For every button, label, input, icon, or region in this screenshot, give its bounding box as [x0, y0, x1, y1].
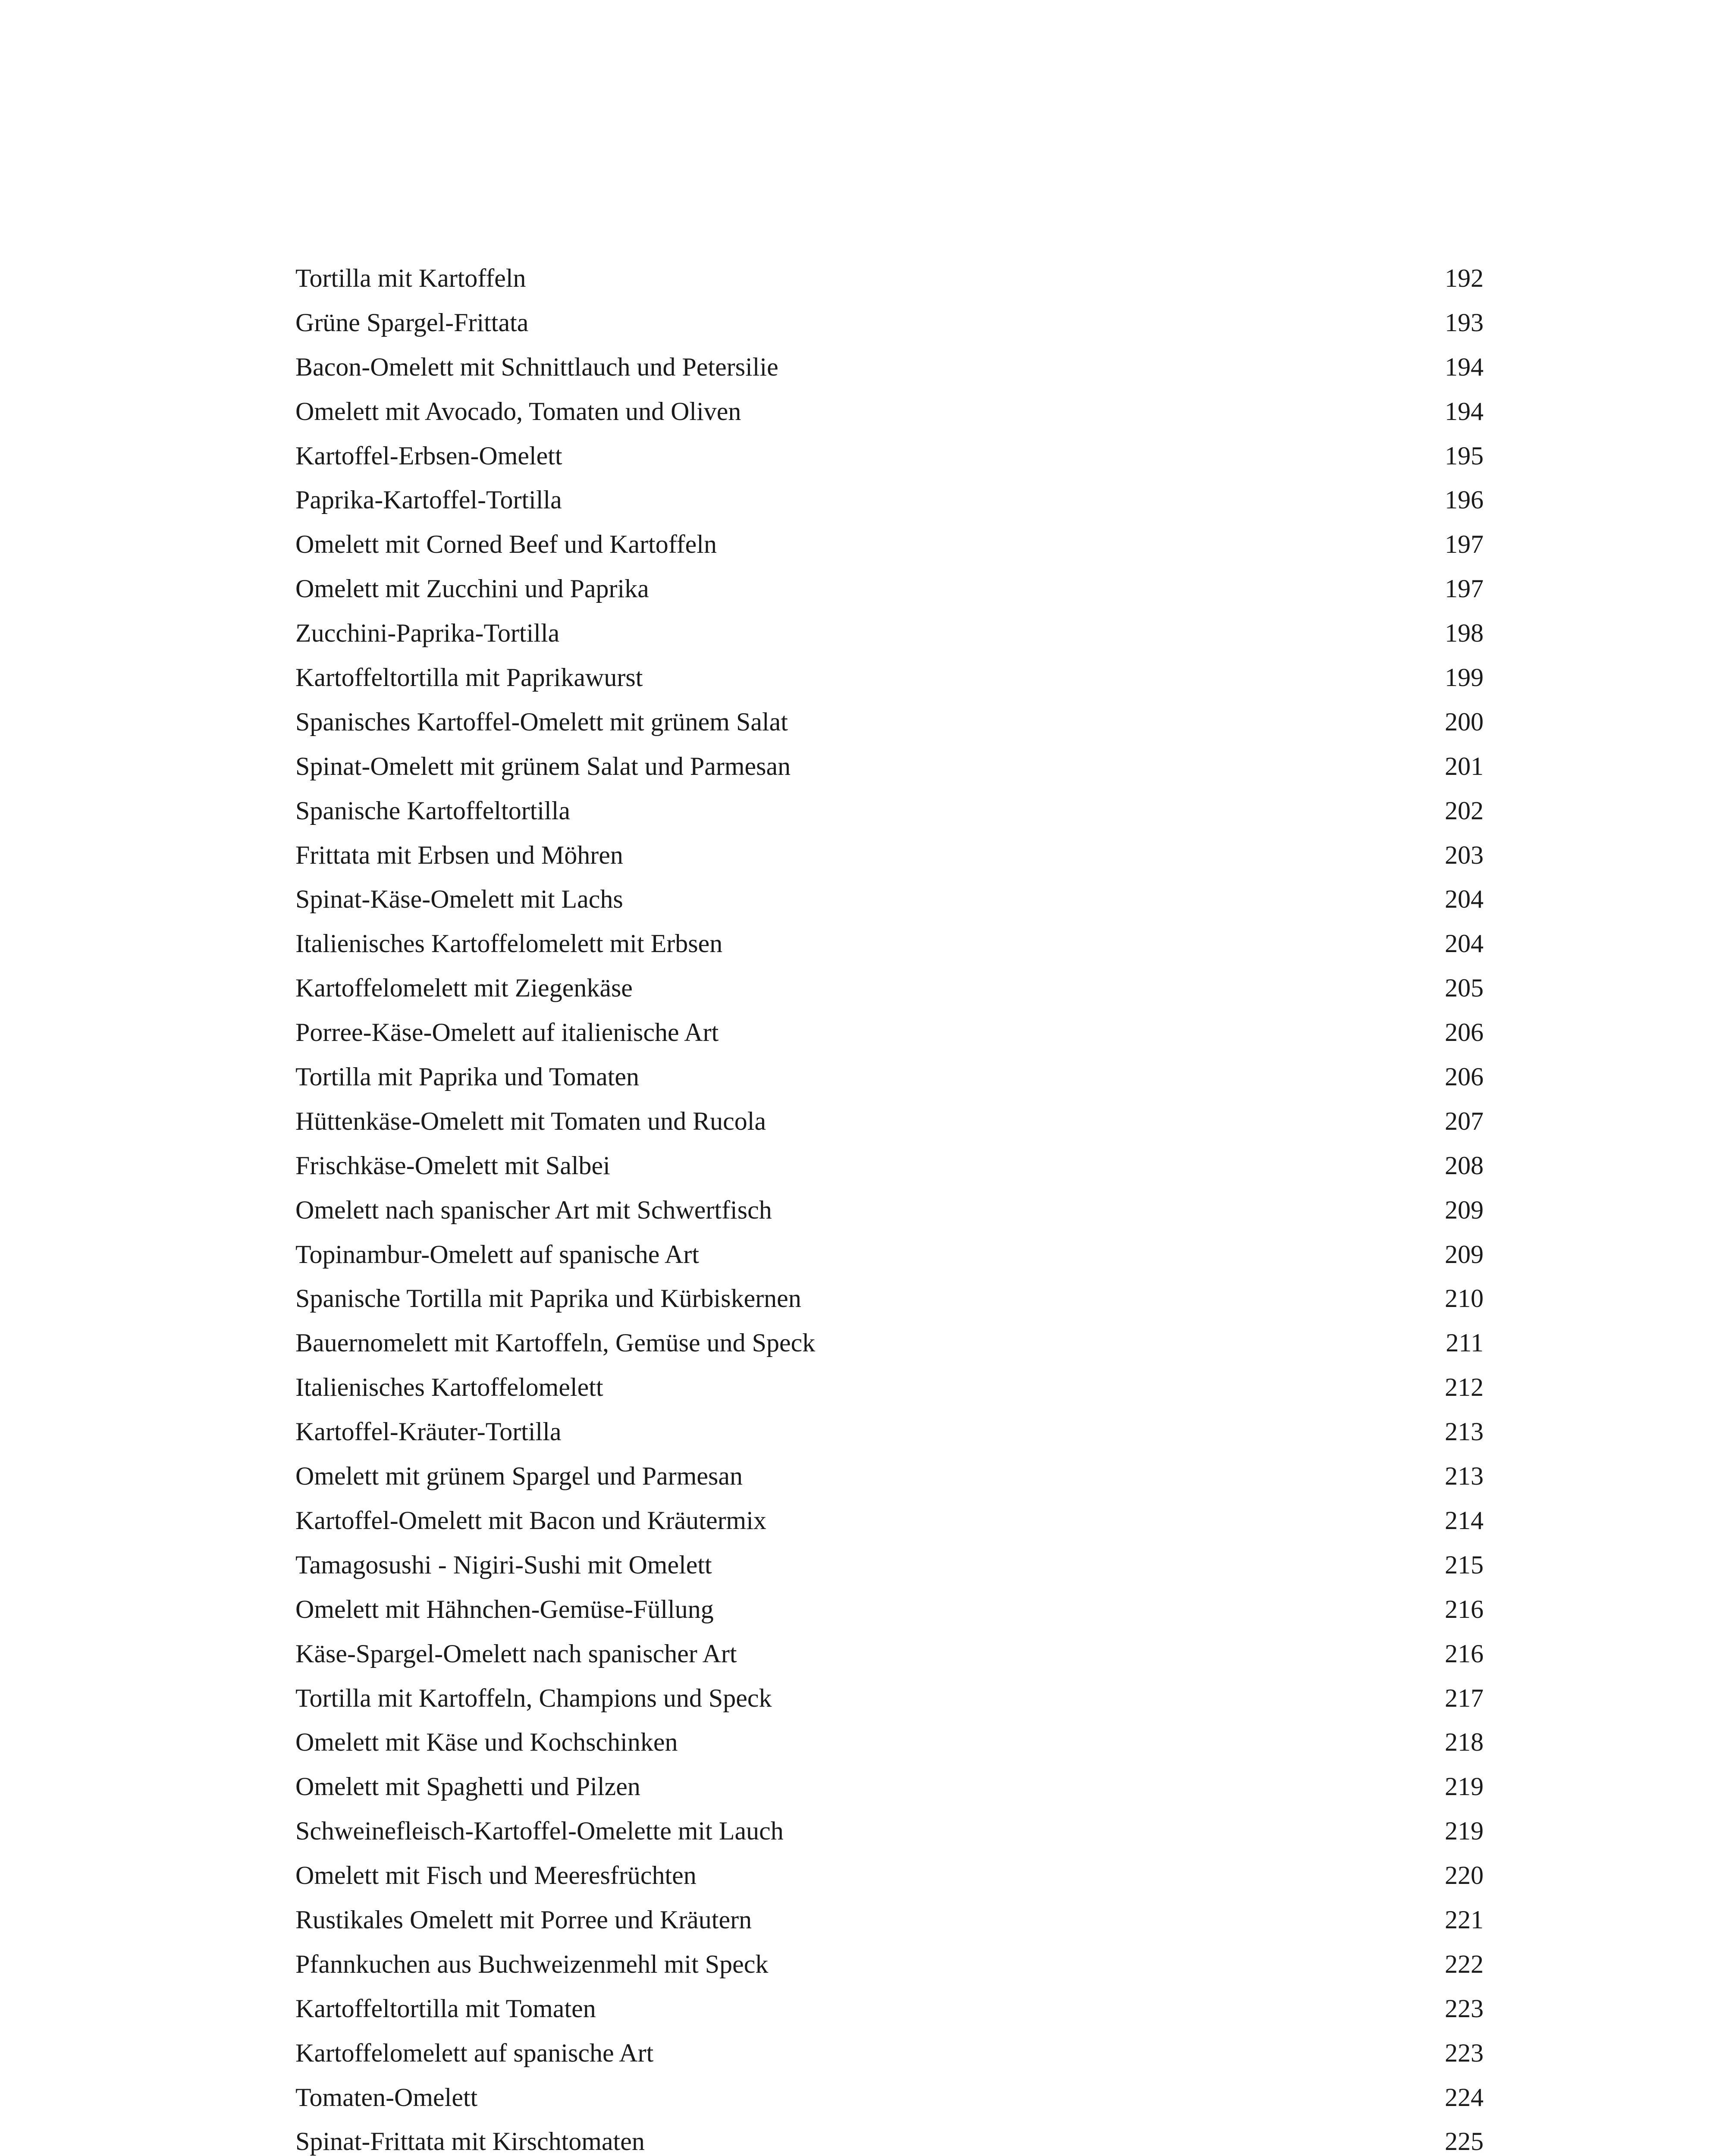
toc-entry-page: 224 [1445, 2083, 1484, 2112]
toc-entry-page: 209 [1445, 1240, 1484, 1269]
toc-entry-page: 210 [1445, 1284, 1484, 1313]
toc-entry [295, 522, 1484, 567]
toc-entry [295, 966, 1484, 1010]
toc-entry-title: Omelett mit Corned Beef und Kartoffeln [295, 530, 717, 559]
toc-entry [295, 744, 1484, 789]
toc-entry-page: 208 [1445, 1151, 1484, 1180]
toc-entry [295, 1720, 1484, 1764]
toc-entry-page: 206 [1445, 1018, 1484, 1047]
toc-entry-title: Frittata mit Erbsen und Möhren [295, 840, 623, 869]
toc-entry-title: Grüne Spargel-Frittata [295, 308, 529, 337]
toc-entry-title: Topinambur-Omelett auf spanische Art [295, 1240, 700, 1269]
toc-entry-page: 211 [1446, 1329, 1484, 1357]
toc-entry-title: Kartoffel-Erbsen-Omelett [295, 441, 562, 470]
toc-entry-title: Kartoffelomelett auf spanische Art [295, 2038, 654, 2067]
toc-entry-page: 213 [1445, 1462, 1484, 1491]
toc-entry-page: 204 [1445, 885, 1484, 914]
toc-entry [295, 1010, 1484, 1055]
toc-entry-page: 214 [1445, 1506, 1484, 1535]
toc-entry-title: Italienisches Kartoffelomelett mit Erbsen [295, 929, 723, 958]
toc-entry [295, 1498, 1484, 1543]
toc-entry-page: 218 [1445, 1728, 1484, 1757]
toc-entry [295, 1454, 1484, 1498]
toc-entry [295, 2075, 1484, 2120]
toc-entry-title: Omelett mit Käse und Kochschinken [295, 1728, 678, 1757]
toc-entry-page: 212 [1445, 1373, 1484, 1402]
toc-entry [295, 1676, 1484, 1720]
toc-entry-page: 200 [1445, 707, 1484, 736]
toc-entry [295, 1276, 1484, 1321]
toc-entry-page: 204 [1445, 929, 1484, 958]
toc-entry-page: 192 [1445, 264, 1484, 292]
toc-entry-page: 219 [1445, 1772, 1484, 1801]
toc-entry-title: Schweinefleisch-Kartoffel-Omelette mit Lauch [295, 1817, 784, 1846]
toc-entry-title: Tortilla mit Paprika und Tomaten [295, 1062, 640, 1091]
toc-entry-title: Pfannkuchen aus Buchweizenmehl mit Speck [295, 1949, 769, 1978]
toc-entry-title: Paprika-Kartoffel-Tortilla [295, 486, 562, 514]
toc-entry [295, 567, 1484, 611]
toc-entry-title: Spinat-Omelett mit grünem Salat und Parmesan [295, 752, 791, 780]
toc-entry [295, 833, 1484, 877]
toc-entry-title: Omelett mit Hähnchen-Gemüse-Füllung [295, 1595, 714, 1623]
toc-entry-title: Spanische Kartoffeltortilla [295, 796, 571, 825]
toc-entry-page: 196 [1445, 486, 1484, 514]
toc-entry [295, 921, 1484, 966]
toc-entry-page: 194 [1445, 397, 1484, 426]
toc-entry-page: 209 [1445, 1195, 1484, 1224]
toc-entry-page: 205 [1445, 974, 1484, 1003]
toc-entry-title: Hüttenkäse-Omelett mit Tomaten und Rucola [295, 1106, 766, 1135]
toc-entry-page: 222 [1445, 1949, 1484, 1978]
toc-entry [295, 877, 1484, 921]
toc-entry [295, 611, 1484, 655]
toc-entry-title: Käse-Spargel-Omelett nach spanischer Art [295, 1639, 737, 1668]
toc-entry [295, 789, 1484, 833]
toc-entry-page: 213 [1445, 1417, 1484, 1446]
toc-entry-title: Omelett mit grünem Spargel und Parmesan [295, 1462, 743, 1491]
table-of-contents [295, 256, 1484, 2156]
toc-entry-title: Omelett mit Fisch und Meeresfrüchten [295, 1861, 697, 1890]
toc-entry-title: Kartoffel-Omelett mit Bacon und Kräutermix [295, 1506, 766, 1535]
toc-entry-title: Spanisches Kartoffel-Omelett mit grünem Salat [295, 707, 788, 736]
toc-entry-title: Italienisches Kartoffelomelett [295, 1373, 603, 1402]
toc-entry-title: Tamagosushi - Nigiri-Sushi mit Omelett [295, 1550, 712, 1579]
toc-entry-page: 216 [1445, 1639, 1484, 1668]
toc-entry [295, 1321, 1484, 1365]
toc-entry-page: 223 [1445, 1994, 1484, 2023]
toc-entry-page: 216 [1445, 1595, 1484, 1623]
toc-entry-title: Spanische Tortilla mit Paprika und Kürbiskernen [295, 1284, 801, 1313]
toc-entry [295, 1099, 1484, 1144]
toc-entry [295, 1055, 1484, 1099]
toc-entry [295, 1365, 1484, 1410]
toc-entry-page: 220 [1445, 1861, 1484, 1890]
toc-entry-page: 221 [1445, 1905, 1484, 1934]
toc-entry-page: 195 [1445, 441, 1484, 470]
toc-entry-page: 193 [1445, 308, 1484, 337]
toc-entry [295, 1587, 1484, 1632]
toc-entry [295, 256, 1484, 301]
toc-entry-page: 215 [1445, 1550, 1484, 1579]
toc-entry-page: 202 [1445, 796, 1484, 825]
toc-entry-page: 223 [1445, 2038, 1484, 2067]
toc-entry-title: Omelett mit Avocado, Tomaten und Oliven [295, 397, 741, 426]
toc-entry [295, 1898, 1484, 1942]
toc-entry [295, 1188, 1484, 1232]
toc-entry-title: Tortilla mit Kartoffeln [295, 264, 526, 292]
toc-entry-title: Zucchini-Paprika-Tortilla [295, 619, 560, 648]
toc-entry-title: Kartoffeltortilla mit Paprikawurst [295, 663, 643, 692]
toc-entry [295, 301, 1484, 345]
toc-entry [295, 1809, 1484, 1853]
toc-entry-title: Kartoffeltortilla mit Tomaten [295, 1994, 596, 2023]
toc-entry-title: Kartoffel-Kräuter-Tortilla [295, 1417, 562, 1446]
toc-entry-page: 203 [1445, 840, 1484, 869]
toc-entry-title: Omelett mit Zucchini und Paprika [295, 574, 649, 603]
toc-entry [295, 2031, 1484, 2075]
toc-entry [295, 700, 1484, 744]
toc-entry [295, 1764, 1484, 1809]
toc-entry [295, 1987, 1484, 2031]
toc-entry [295, 655, 1484, 700]
toc-entry-page: 217 [1445, 1683, 1484, 1712]
toc-entry [295, 1942, 1484, 1987]
toc-entry-title: Omelett nach spanischer Art mit Schwertfisch [295, 1195, 772, 1224]
toc-entry-title: Frischkäse-Omelett mit Salbei [295, 1151, 610, 1180]
toc-entry-title: Omelett mit Spaghetti und Pilzen [295, 1772, 640, 1801]
toc-entry-page: 197 [1445, 574, 1484, 603]
toc-entry-title: Kartoffelomelett mit Ziegenkäse [295, 974, 633, 1003]
toc-entry-page: 219 [1445, 1817, 1484, 1846]
toc-entry [295, 1144, 1484, 1188]
toc-entry [295, 1853, 1484, 1898]
toc-entry-page: 194 [1445, 352, 1484, 381]
toc-entry [295, 1410, 1484, 1454]
toc-entry [295, 1232, 1484, 1277]
toc-entry [295, 2119, 1484, 2156]
toc-entry-title: Bauernomelett mit Kartoffeln, Gemüse und Speck [295, 1329, 816, 1357]
toc-entry-title: Bacon-Omelett mit Schnittlauch und Petersilie [295, 352, 778, 381]
toc-entry [295, 1632, 1484, 1676]
toc-entry-page: 206 [1445, 1062, 1484, 1091]
toc-entry [295, 478, 1484, 522]
toc-entry-title: Tortilla mit Kartoffeln, Champions und Speck [295, 1683, 772, 1712]
toc-entry [295, 1543, 1484, 1587]
toc-entry-title: Rustikales Omelett mit Porree und Kräutern [295, 1905, 752, 1934]
toc-entry [295, 389, 1484, 434]
toc-entry-title: Spinat-Käse-Omelett mit Lachs [295, 885, 623, 914]
toc-entry [295, 434, 1484, 478]
toc-entry-page: 201 [1445, 752, 1484, 780]
toc-entry-page: 225 [1445, 2127, 1484, 2156]
toc-entry-page: 207 [1445, 1106, 1484, 1135]
toc-entry-title: Tomaten-Omelett [295, 2083, 478, 2112]
toc-entry-page: 199 [1445, 663, 1484, 692]
toc-entry-title: Spinat-Frittata mit Kirschtomaten [295, 2127, 645, 2156]
toc-entry [295, 345, 1484, 389]
toc-entry-page: 197 [1445, 530, 1484, 559]
toc-entry-title: Porree-Käse-Omelett auf italienische Art [295, 1018, 719, 1047]
toc-entry-page: 198 [1445, 619, 1484, 648]
